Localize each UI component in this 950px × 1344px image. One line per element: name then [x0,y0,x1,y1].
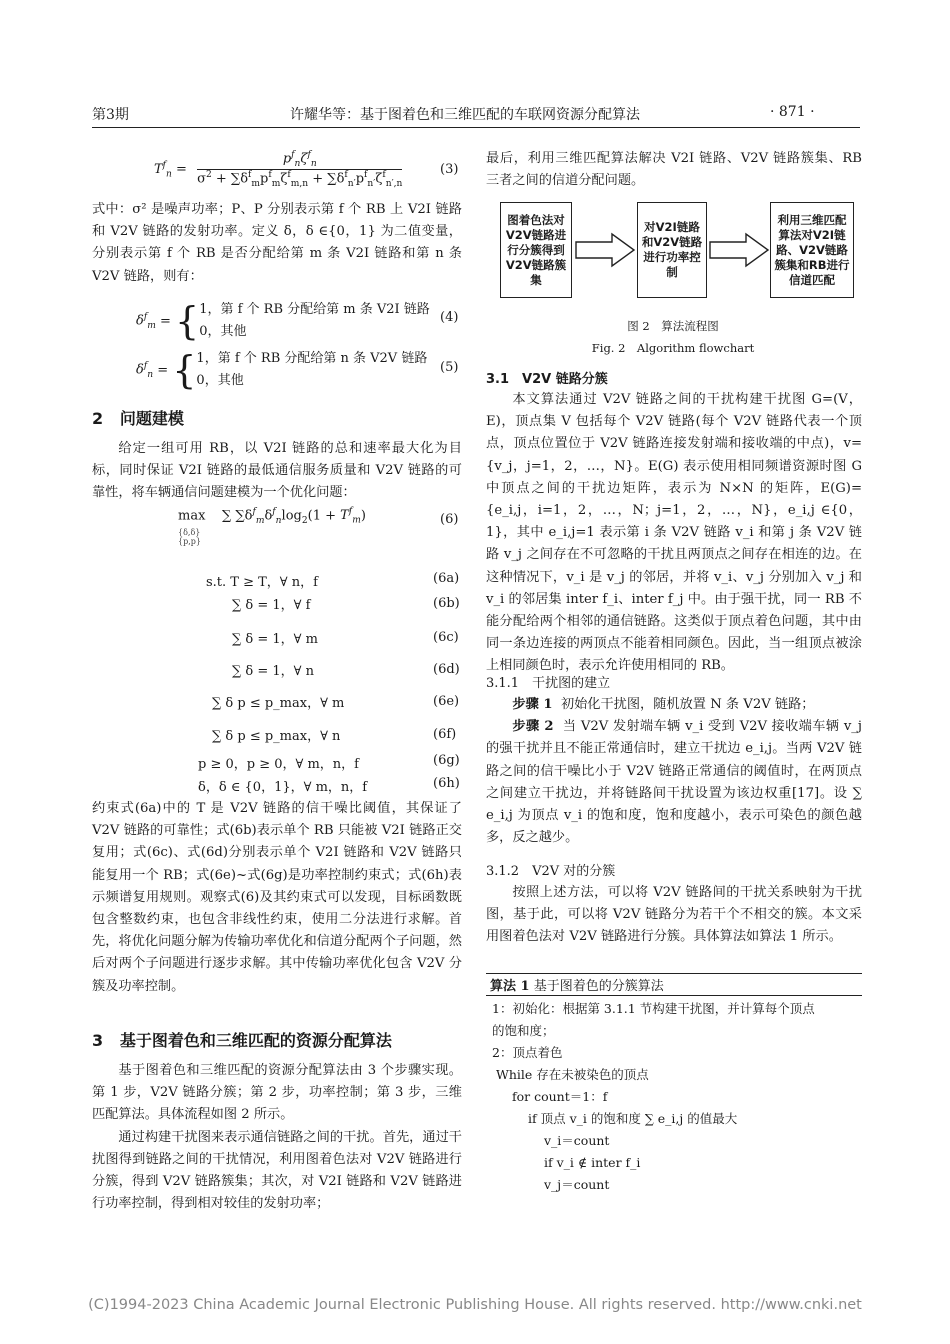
equation-4: $\delta^f_m$ = { 1，第 f 个 RB 分配给第 m 条 V2I 链路 0，其他 [136,299,430,343]
algorithm-line: v_j＝count [544,1177,610,1192]
figure-2-caption-en: Fig. 2 Algorithm flowchart [591,341,755,355]
constraint-6h-label: (6h) [433,776,460,791]
constraint-6a: s.t. T ≥ T，∀ n，f [206,575,318,590]
constraint-6e: ∑ δ p ≤ p_max，∀ m [212,696,345,711]
header-rule [92,127,860,128]
page-number: · 871 · [770,104,815,120]
paragraph-interference-graph-definition: 本文算法通过 V2V 链路之间的干扰构建干扰图 G=(V，E)，顶点集 V 包括每个 V2V 链路(每个 V2V 链路代表一个顶点，顶点位置位于 V2V 链路连接发射端和接收端的中点)，v={v_j，j=1，2，…，N}。E(G) 表示使用相同频谱资源时图 G 中顶点之间的干扰边矩阵，表示为 N×N 的矩阵，E(G)={e_i,j，i=1，2，…，N；j=1，2，…，N}，e_i,j ∈{0，1}，其中 e_i,j=1 表示第 i 条 V2V 链路 v_i 和第 j 条 V2V 链路 v_j 之间存在不可忽略的干扰且两顶点之间存在相连的边。在这种情况下，v_i 是 v_j 的邻居，并将 v_i、v_j 分别加入 v_j 和 v_i 的邻居集 inter f_i、inter f_j 中。由于强干扰，同一 RB 不能分配给两个相邻的通信链路。这类似于顶点着色问题，其中由同一条边连接的两顶点不能着相同颜色。因此，当一组顶点被涂上相同颜色时，表示允许使用相同的 RB。 [486,392,862,674]
constraint-6g: p ≥ 0，p ≥ 0，∀ m，n，f [198,757,359,772]
algorithm-line: for count＝1：f [512,1089,608,1104]
copyright-footer: (C)1994-2023 China Academic Journal Electronic Publishing House. All rights reserved. http://www.cnki.net [88,1297,862,1313]
algorithm-1-box [486,973,862,1198]
algorithm-1-title: 算法 1 基于图着色的分簇算法 [486,974,862,996]
section-3-1-1-heading: 3.1.1 干扰图的建立 [486,676,611,691]
algorithm-line: if 顶点 v_i 的饱和度 ∑ e_i,j 的值最大 [528,1111,738,1126]
constraint-6b: ∑ δ = 1，∀ f [232,598,311,613]
equation-3: $T^f_n$ = $p^f_n\zeta^f_n$ $\sigma^2 + \sum\delta^f_mp^f_m\zeta^f_{m,n} + \sum\delta^f_{n'}p^f_{n'}\zeta^f_{n',n}$ [154,150,403,189]
flowchart-arrow-2 [708,232,770,268]
flowchart-box-clustering: 图着色法对V2V链路进行分簇得到V2V链路簇集 [500,202,572,298]
equation-6: max ∑ $\sum\delta^f_m\delta^f_n\log_2(1 + T^f_m)$ {δ,δ} {p,p} [178,507,366,546]
constraint-6h: δ，δ ∈ {0，1}，∀ m，n，f [198,780,368,795]
algorithm-line: 2：顶点着色 [492,1045,563,1060]
algorithm-line: 1：初始化：根据第 3.1.1 节构建干扰图，并计算每个顶点 [492,1001,815,1016]
paragraph-problem-intro: 给定一组可用 RB，以 V2I 链路的总和速率最大化为目标，同时保证 V2I 链路的最低通信服务质量和 V2V 链路的可靠性，将车辆通信问题建模为一个优化问题： [92,441,462,501]
equation-4-label: (4) [440,310,459,325]
equation-5-label: (5) [440,360,459,375]
constraint-6c: ∑ δ = 1，∀ m [232,632,318,647]
step-1: 步骤 1 初始化干扰图，随机放置 N 条 V2V 链路； [512,697,815,712]
paragraph-interference-graph-intro: 通过构建干扰图来表示通信链路之间的干扰。首先，通过干扰图得到链路之间的干扰情况，利用图着色法对 V2V 链路进行分簇，得到 V2V 链路簇集；其次，对 V2I 链路和 V2V 链路进行功率控制，得到相对较佳的发射功率； [92,1129,462,1212]
running-title: 许耀华等：基于图着色和三维匹配的车联网资源分配算法 [290,107,640,123]
constraint-6e-label: (6e) [433,694,460,709]
paragraph-clustering-intro: 按照上述方法，可以将 V2V 链路间的干扰关系映射为干扰图，基于此，可以将 V2V 链路分为若干个不相交的簇。本文采用图着色法对 V2V 链路进行分簇。具体算法如算法 1 所示。 [486,885,862,945]
paragraph-noise-definition: 式中：σ² 是噪声功率；P、P 分别表示第 f 个 RB 上 V2I 链路和 V2V 链路的发射功率。定义 δ，δ ∈{0，1} 为二值变量，分别表示第 f 个 RB 是否分配给第 m 条 V2I 链路和第 n 条 V2V 链路，则有： [92,202,462,284]
section-2-heading: 2 问题建模 [92,409,184,428]
constraint-6d: ∑ δ = 1，∀ n [232,664,315,679]
section-3-heading: 3 基于图着色和三维匹配的资源分配算法 [92,1031,392,1050]
equation-5: $\delta^f_n$ = { 1，第 f 个 RB 分配给第 n 条 V2V 链路 0，其他 [136,348,428,392]
flowchart-arrow-1 [574,232,636,268]
figure-2-caption-cn: 图 2 算法流程图 [627,319,719,333]
constraint-6d-label: (6d) [433,662,460,677]
equation-6-label: (6) [440,512,459,527]
algorithm-line: v_i＝count [544,1133,610,1148]
flowchart-box-matching: 利用三维匹配算法对V2I链路、V2V链路簇集和RB进行信道匹配 [770,202,854,298]
constraint-6f-label: (6f) [433,727,457,742]
paragraph-constraint-explanation: 约束式(6a)中的 T 是 V2V 链路的信干噪比阈值，其保证了 V2V 链路的可靠性；式(6b)表示单个 RB 只能被 V2I 链路正交复用；式(6c)、式(6d)分别表示单个 V2I 链路和 V2V 链路只能复用一个 RB；式(6e)~式(6g)是功率控制约束式；式(6h)表示频谱复用规则。观察式(6)及其约束式可以发现，目标函数既包含整数约束，也包含非线性约束，使用二分法进行求解。首先，将优化问题分解为传输功率优化和信道分配两个子问题，然后对两个子问题进行逐步求解。其中传输功率优化包含 V2V 分簇及功率控制。 [92,801,462,994]
section-3-1-heading: 3.1 V2V 链路分簇 [486,372,608,387]
step-2: 步骤 2 当 V2V 发射端车辆 v_i 受到 V2V 接收端车辆 v_j 的强干扰并且不能正常通信时，建立干扰边 e_i,j。当两 V2V 链路之间的信干噪比小于 V2V 链路正常通信的阈值时，在两顶点之间建立干扰边，并将链路间干扰设置为该边权重[17]。设 ∑ e_i,j 为顶点 v_i 的饱和度，饱和度越小，表示可染色的颜色越多，反之越少。 [486,719,862,846]
algorithm-line: While 存在未被染色的顶点 [496,1067,649,1082]
algorithm-line: if v_i ∉ inter f_i [544,1155,641,1170]
paragraph-channel-allocation: 最后，利用三维匹配算法解决 V2I 链路、V2V 链路簇集、RB 三者之间的信道分配问题。 [486,151,862,189]
constraint-6a-label: (6a) [433,571,460,586]
equation-3-label: (3) [440,162,459,177]
flowchart-box-power-control: 对V2I链路和V2V链路进行功率控制 [637,202,707,298]
constraint-6b-label: (6b) [433,596,460,611]
issue-number: 第3期 [92,107,129,123]
algorithm-line: 的饱和度； [492,1023,555,1038]
constraint-6f: ∑ δ p ≤ p_max，∀ n [212,729,341,744]
paragraph-algorithm-steps: 基于图着色和三维匹配的资源分配算法由 3 个步骤实现。第 1 步，V2V 链路分簇；第 2 步，功率控制；第 3 步，三维匹配算法。具体流程如图 2 所示。 [92,1063,462,1123]
constraint-6c-label: (6c) [433,630,459,645]
section-3-1-2-heading: 3.1.2 V2V 对的分簇 [486,864,616,879]
constraint-6g-label: (6g) [433,753,460,768]
